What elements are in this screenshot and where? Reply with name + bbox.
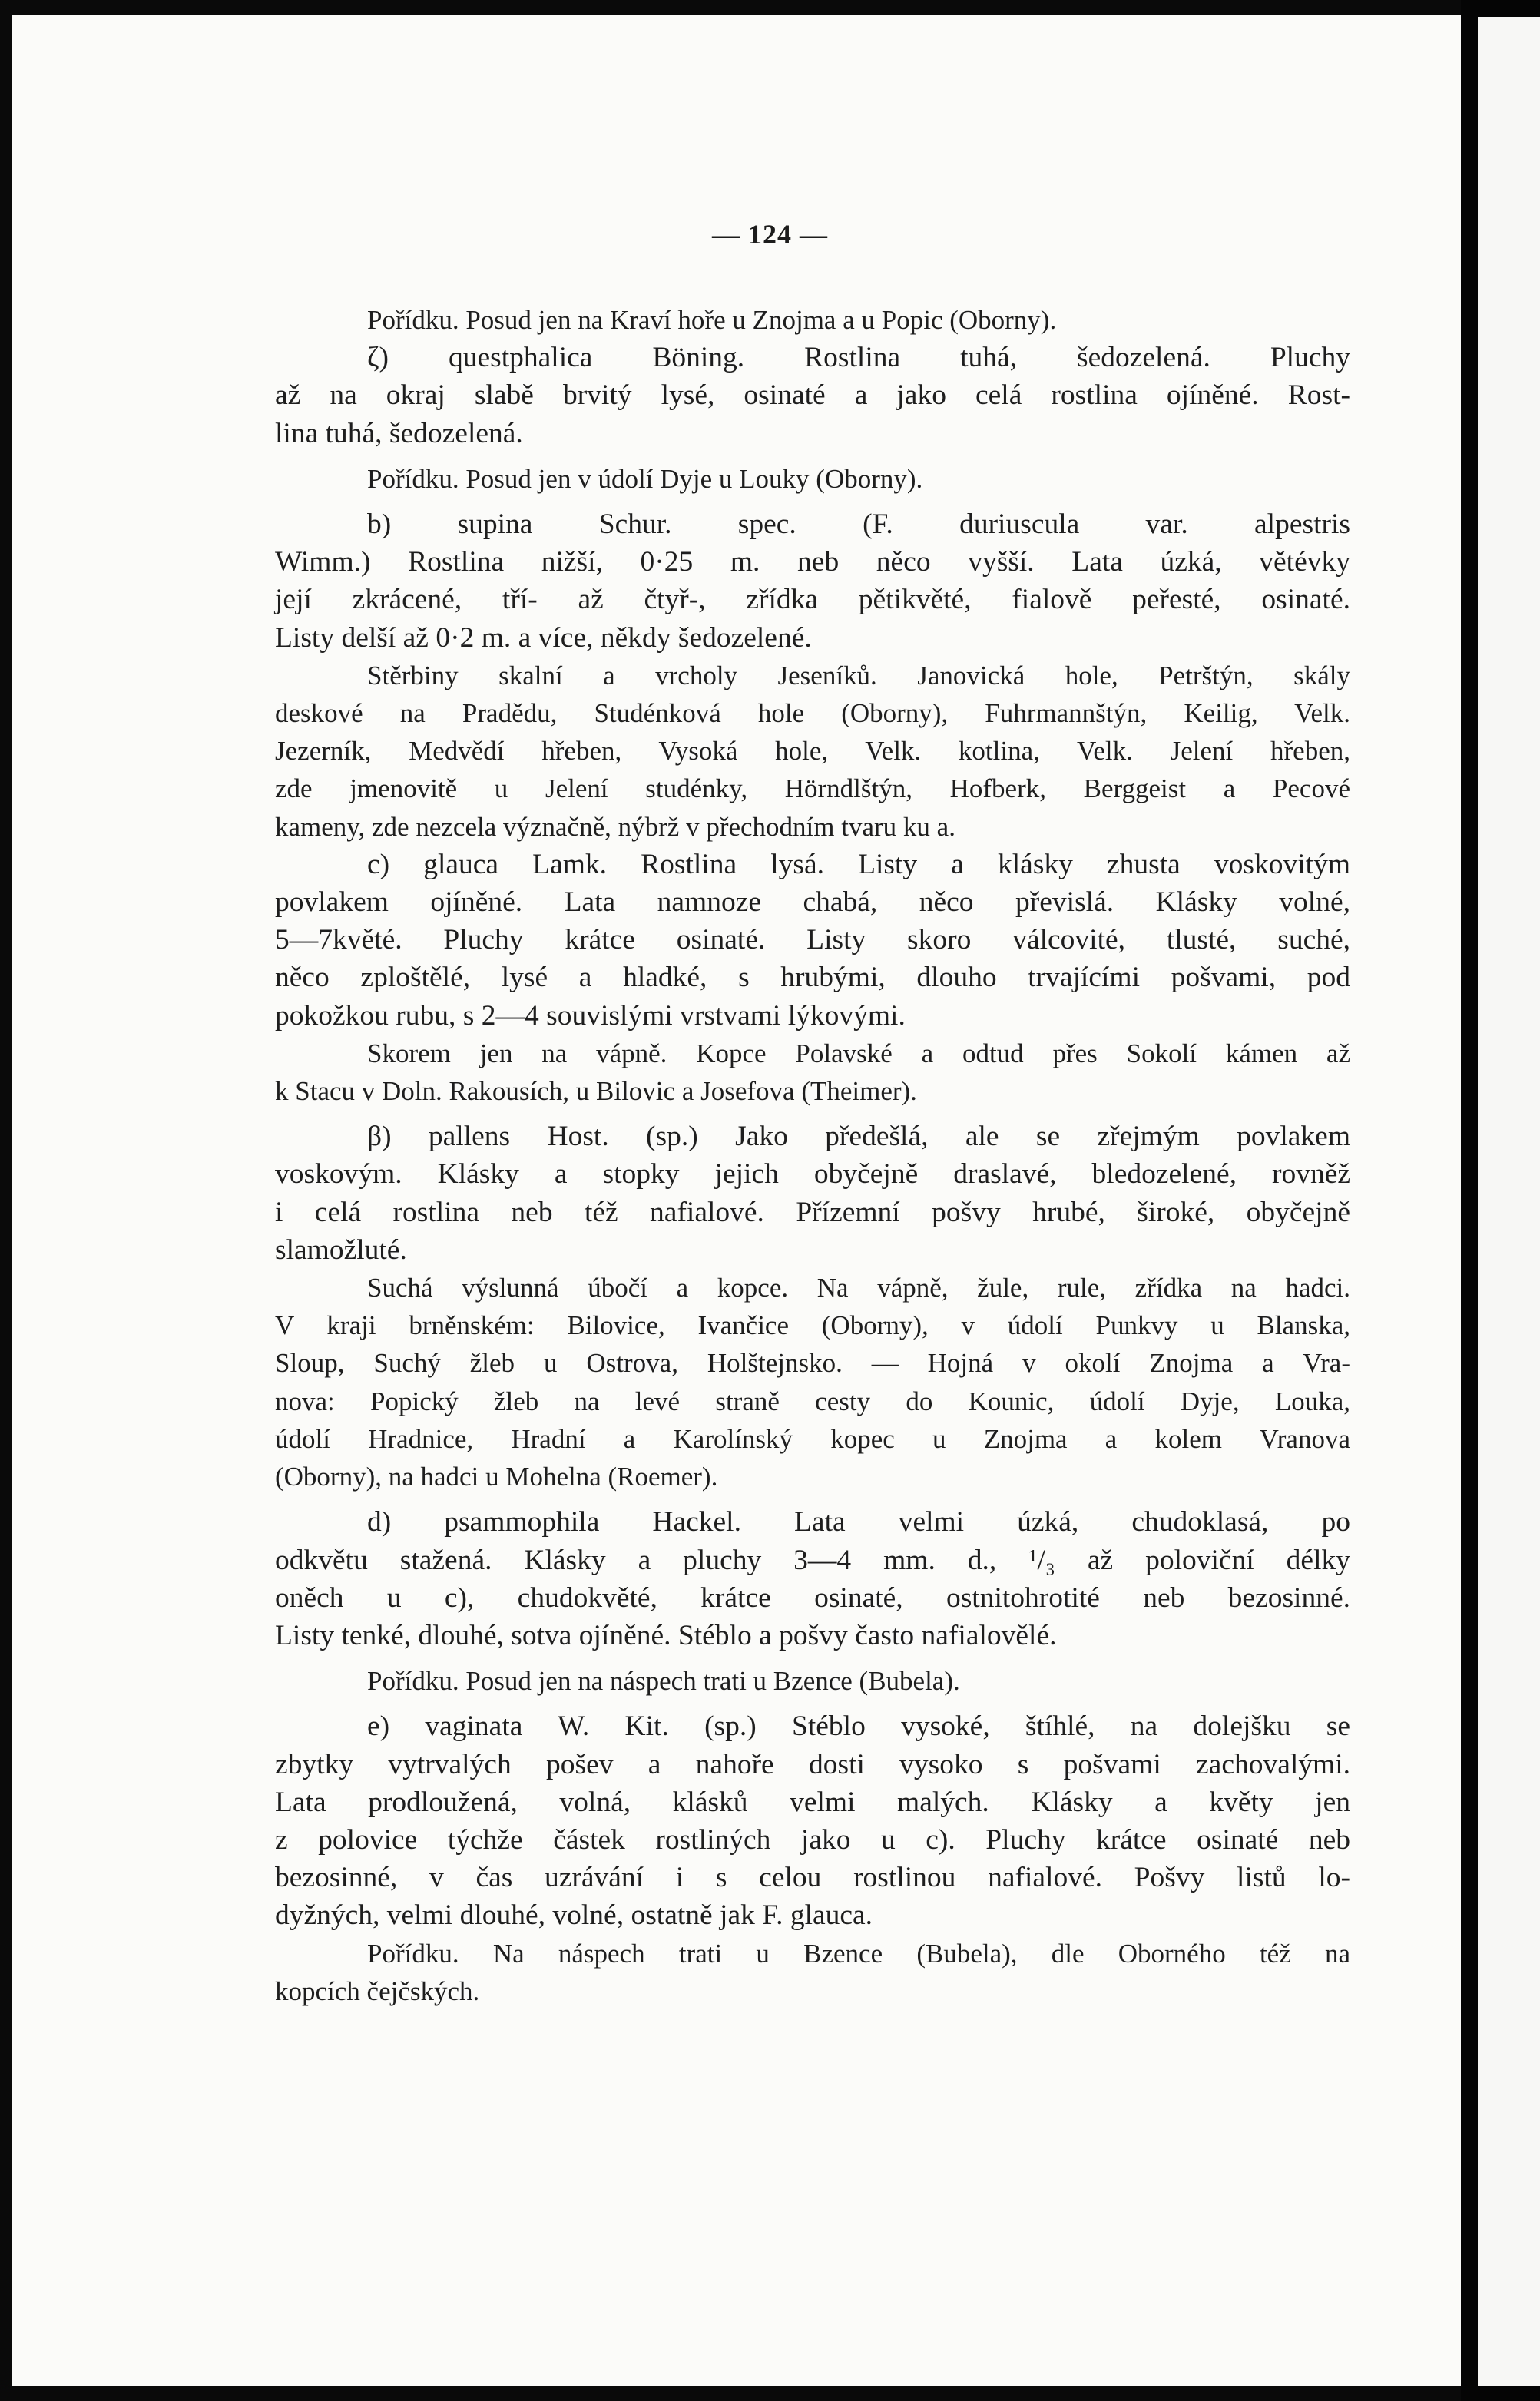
text-line: slamožluté. xyxy=(275,1234,407,1266)
text-line: c) glauca Lamk. Rostlina lysá. Listy a klásky zhusta voskovitým xyxy=(367,848,1350,880)
text-line: odkvětu stažená. Klásky a pluchy 3—4 mm. d., ¹/₃ až poloviční délky xyxy=(275,1544,1350,1576)
text-line: něco zploštělé, lysé a hladké, s hrubými, dlouho trvajícími pošvami, pod xyxy=(275,962,1350,994)
text-line: k Stacu v Doln. Rakousích, u Bilovic a Josefova (Theimer). xyxy=(275,1076,917,1107)
text-line: Pořídku. Posud jen na Kraví hoře u Znojma a u Popic (Oborny). xyxy=(367,305,1057,335)
text-line: Jezerník, Medvědí hřeben, Vysoká hole, Velk. kotlina, Velk. Jelení hřeben, xyxy=(275,736,1350,767)
text-line: β) pallens Host. (sp.) Jako předešlá, ale se zřejmým povlakem xyxy=(367,1121,1350,1153)
page-number: — 124 — xyxy=(712,219,828,250)
text-line: její zkrácené, tří- až čtyř-, zřídka pětikvěté, fialově peřesté, osinaté. xyxy=(275,584,1350,616)
text-line: údolí Hradnice, Hradní a Karolínský kopec u Znojma a kolem Vranova xyxy=(275,1423,1350,1454)
text-line: zbytky vytrvalých pošev a nahoře dosti vysoko s pošvami zachovalými. xyxy=(275,1748,1350,1780)
text-line: 5—7květé. Pluchy krátce osinaté. Listy skoro válcovité, tlusté, suché, xyxy=(275,924,1350,956)
text-line: až na okraj slabě brvitý lysé, osinaté a jako celá rostlina ojíněné. Rost- xyxy=(275,379,1350,412)
text-line: Stěrbiny skalní a vrcholy Jeseníků. Janovická hole, Petrštýn, skály xyxy=(367,660,1350,690)
text-line: Pořídku. Posud jen v údolí Dyje u Louky (Oborny). xyxy=(367,463,923,494)
text-line: (Oborny), na hadci u Mohelna (Roemer). xyxy=(275,1462,718,1492)
text-line: dyžných, velmi dlouhé, volné, ostatně jak F. glauca. xyxy=(275,1899,873,1932)
text-line: kameny, zde nezcela význačně, nýbrž v přechodním tvaru ku a. xyxy=(275,811,955,842)
next-page-edge xyxy=(1478,17,1540,2386)
text-line: i celá rostlina neb též nafialové. Přízemní pošvy hrubé, široké, obyčejně xyxy=(275,1196,1350,1228)
text-line: nova: Popický žleb na levé straně cesty do Kounic, údolí Dyje, Louka, xyxy=(275,1386,1350,1416)
text-line: d) psammophila Hackel. Lata velmi úzká, chudoklasá, po xyxy=(367,1506,1350,1538)
text-line: povlakem ojíněné. Lata namnoze chabá, něco převislá. Klásky volné, xyxy=(275,886,1350,919)
text-line: Listy tenké, dlouhé, sotva ojíněné. Stéblo a pošvy často nafialovělé. xyxy=(275,1619,1057,1651)
text-line: Wimm.) Rostlina nižší, 0·25 m. neb něco vyšší. Lata úzká, větévky xyxy=(275,546,1350,578)
text-line: oněch u c), chudokvěté, krátce osinaté, ostnitohrotité neb bezosinné. xyxy=(275,1581,1350,1614)
text-line: Sloup, Suchý žleb u Ostrova, Holštejnsko. — Hojná v okolí Znojma a Vra- xyxy=(275,1348,1350,1379)
text-line: Skorem jen na vápně. Kopce Polavské a odtud přes Sokolí kámen až xyxy=(367,1038,1350,1068)
text-line: kopcích čejčských. xyxy=(275,1975,480,2006)
text-line: z polovice týchže částek rostliných jako u c). Pluchy krátce osinaté neb xyxy=(275,1823,1350,1856)
text-line: Listy delší až 0·2 m. a více, někdy šedozelené. xyxy=(275,621,812,654)
text-line: b) supina Schur. spec. (F. duriuscula var. alpestris xyxy=(367,508,1350,541)
text-line: Pořídku. Posud jen na náspech trati u Bzence (Bubela). xyxy=(367,1666,960,1697)
text-line: pokožkou rubu, s 2—4 souvislými vrstvami lýkovými. xyxy=(275,999,906,1032)
text-line: lina tuhá, šedozelená. xyxy=(275,417,523,449)
text-line: bezosinné, v čas uzrávání i s celou rostlinou nafialové. Pošvy listů lo- xyxy=(275,1862,1350,1894)
body-text xyxy=(275,301,1350,2010)
text-line: zde jmenovitě u Jelení studénky, Hörndlštýn, Hofberk, Berggeist a Pecové xyxy=(275,773,1350,804)
text-line: deskové na Pradědu, Studénková hole (Oborny), Fuhrmannštýn, Keilig, Velk. xyxy=(275,698,1350,729)
text-line: ζ) questphalica Böning. Rostlina tuhá, šedozelená. Pluchy xyxy=(367,342,1350,374)
text-line: voskovým. Klásky a stopky jejich obyčejně draslavé, bledozelené, rovněž xyxy=(275,1158,1350,1191)
text-line: e) vaginata W. Kit. (sp.) Stéblo vysoké, štíhlé, na dolejšku se xyxy=(367,1711,1350,1743)
text-line: V kraji brněnském: Bilovice, Ivančice (Oborny), v údolí Punkvy u Blanska, xyxy=(275,1310,1350,1341)
text-line: Suchá výslunná úbočí a kopce. Na vápně, žule, rule, zřídka na hadci. xyxy=(367,1273,1350,1303)
text-line: Pořídku. Na náspech trati u Bzence (Bubela), dle Oborného též na xyxy=(367,1938,1350,1969)
text-line: Lata prodloužená, volná, klásků velmi malých. Klásky a květy jen xyxy=(275,1786,1350,1818)
